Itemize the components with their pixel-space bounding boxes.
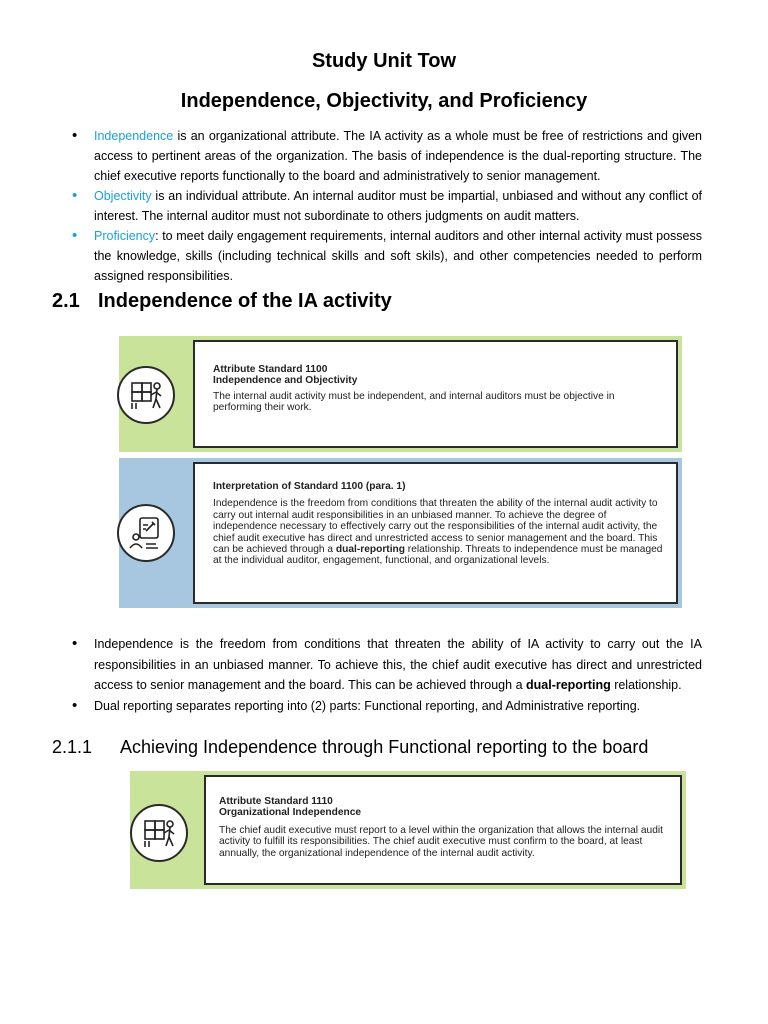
bullet-icon: • — [72, 187, 78, 204]
bullet-icon: • — [72, 227, 78, 244]
document-review-icon — [117, 504, 175, 562]
interpretation-body-part: Independence is the freedom from conditions that threaten the ability of the internal audit activity to carry out internal audit responsibilities in an unbiased manner. To achieve the degree of independence necessary to effectively carry out the responsibilities of the internal audit activity, the chief audit executive has direct and unrestricted access to senior management and the board. This can be achieved through a — [213, 498, 658, 556]
term-proficiency: Proficiency — [94, 229, 156, 243]
list-item — [72, 126, 702, 186]
page-title: Study Unit Tow — [311, 50, 457, 72]
puzzle-team-icon — [130, 804, 188, 862]
interpretation-1100-text — [213, 481, 663, 567]
subsection-heading — [52, 737, 648, 758]
standard-number: Attribute Standard 1110 — [219, 796, 333, 807]
standard-number: Attribute Standard 1100 — [213, 364, 328, 375]
standard-title: Organizational Independence — [219, 807, 362, 819]
term-independence: Independence — [94, 129, 174, 143]
list-item — [72, 634, 702, 696]
standard-1110-text — [219, 796, 671, 859]
bullet-icon: • — [72, 635, 78, 652]
bullet-text: is an organizational attribute. The IA activity as a whole must be free of restrictions and given access to pertinent areas of the organization. The basis of independence is the dual-reporting structure. The chief executive reports functionally to the board and administratively to senior management. — [94, 129, 702, 183]
interpretation-body-bold: dual-reporting — [335, 544, 405, 556]
section-title: Independence of the IA activity — [98, 290, 392, 312]
bullet-bold: dual-reporting — [526, 678, 611, 692]
list-item — [72, 226, 702, 286]
standard-body: The chief audit executive must report to a level within the organization that allows the internal audit activity to fulfill its responsibilities. The chief audit executive must confirm to the board, at least annually, the organizational independence of the internal audit activity. — [219, 824, 663, 859]
section-heading — [52, 290, 392, 313]
puzzle-team-icon — [117, 366, 175, 424]
standard-1100-text — [213, 364, 663, 414]
intro-bullet-list — [72, 126, 702, 286]
bullet-icon: • — [72, 127, 78, 144]
standard-body: The internal audit activity must be independent, and internal auditors must be objective in performing their work. — [213, 390, 615, 414]
list-item — [72, 186, 702, 226]
bullet-text: is an individual attribute. An internal auditor must be impartial, unbiased and without any conflict of interest. The internal auditor must not subordinate to others judgments on audit matters. — [94, 189, 702, 223]
section-title: Achieving Independence through Functional reporting to the board — [120, 737, 649, 757]
standard-title: Independence and Objectivity — [213, 375, 358, 387]
section-number: 2.1 — [52, 290, 80, 312]
bullet-text: relationship. — [610, 678, 682, 692]
term-objectivity: Objectivity — [94, 189, 152, 203]
bullet-text: : to meet daily engagement requirements, internal auditors and other internal activity must possess the knowledge, skills (including technical skills and soft skils), and other competencies needed to perform assigned responsibilities. — [94, 229, 702, 283]
mid-bullet-list — [72, 634, 702, 716]
list-item — [72, 696, 702, 717]
interpretation-body-part: relationship. Threats to independence must be managed at the individual auditor, engagement, functional, and organizational levels. — [213, 544, 663, 567]
bullet-text: Dual reporting separates reporting into (2) parts: Functional reporting, and Administrative reporting. — [94, 698, 641, 713]
bullet-icon: • — [72, 696, 78, 714]
interpretation-body — [213, 498, 663, 566]
page-subtitle: Independence, Objectivity, and Proficiency — [180, 90, 588, 112]
interpretation-heading: Interpretation of Standard 1100 (para. 1) — [213, 481, 406, 492]
section-number: 2.1.1 — [52, 737, 93, 757]
bullet-text: Independence is the freedom from conditions that threaten the ability of IA activity to carry out the IA responsibilities in an unbiased manner. To achieve this, the chief audit executive has direct and unrestricted access to senior management and the board. This can be achieved through a — [94, 637, 702, 692]
